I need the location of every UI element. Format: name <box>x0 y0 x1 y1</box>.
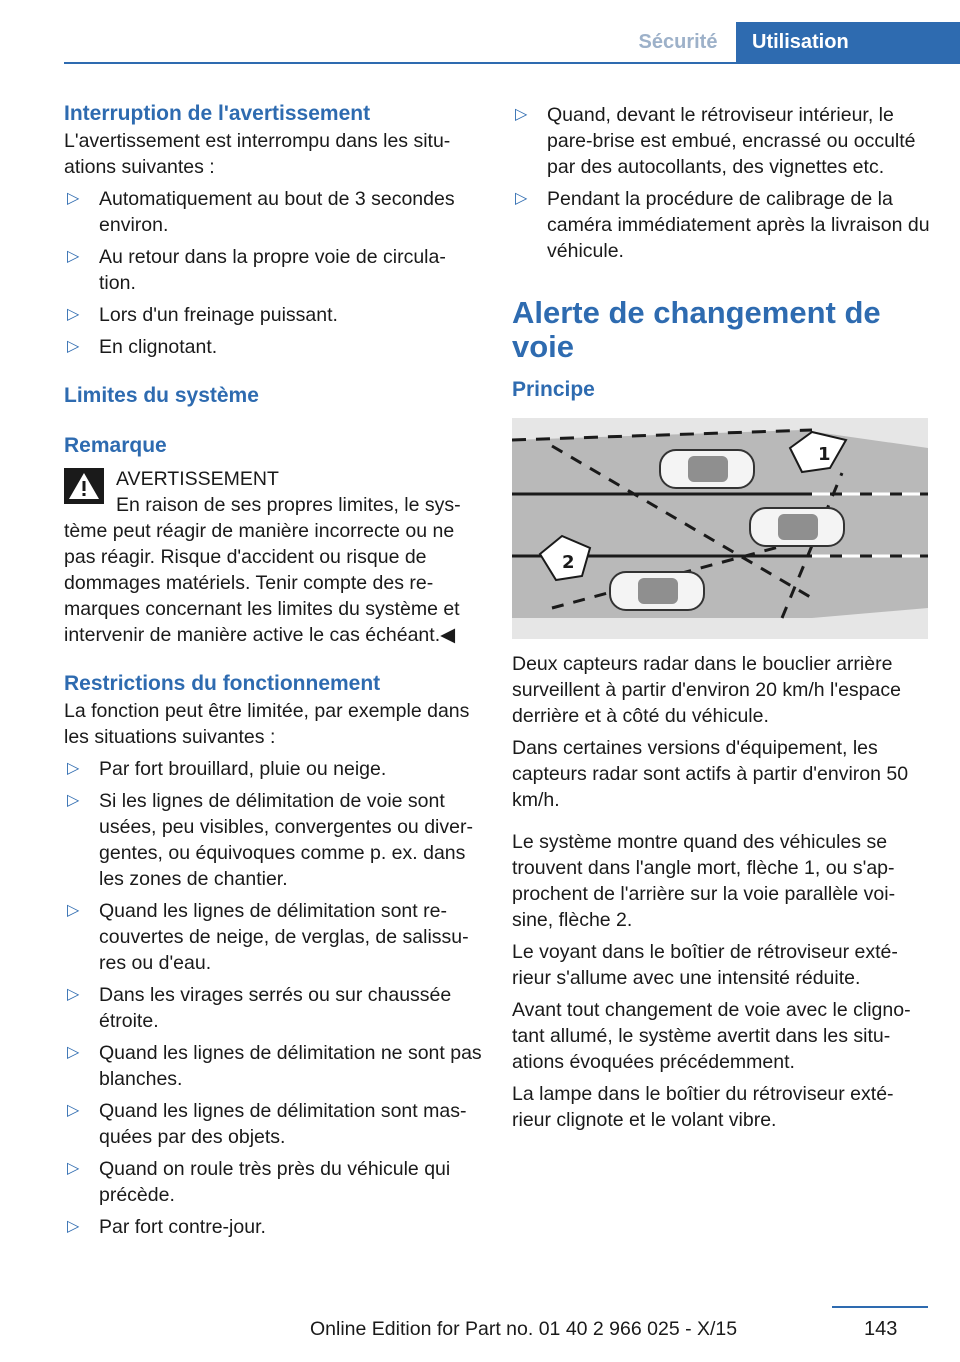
car-bottom <box>610 572 704 610</box>
list-item: ▷ Pendant la procédure de calibrage de la caméra immédiatement après la livraison du véhicule. <box>515 188 930 262</box>
header-tab-section[interactable]: Sécurité <box>638 31 718 53</box>
warning-text: tème peut réagir de manière incorrecte ou ne pas réagir. Risque d'accident ou risque de dommages matériels. Tenir compte des re-marques concernant les limites du système et intervenir de manière active le cas échéant.◀ <box>64 520 460 646</box>
paragraph-restrictions: La fonction peut être limitée, par exemple dans les situations suivantes : <box>64 700 470 748</box>
heading-remarque: Remarque <box>64 434 167 457</box>
list-item: ▷ Dans les virages serrés ou sur chaussée étroite. <box>67 984 452 1032</box>
page-number: 143 <box>864 1318 898 1340</box>
car-top <box>660 450 754 488</box>
arrow-2-label: 2 <box>562 552 575 573</box>
list-item: ▷ Quand les lignes de délimitation sont re-couvertes de neige, de verglas, de salissu-res ou d'eau. <box>67 900 469 974</box>
header-rule <box>64 62 960 64</box>
road-diagram <box>512 418 928 639</box>
triangle-bullet-icon: ▷ <box>67 248 80 265</box>
paragraph-4: Le voyant dans le boîtier de rétroviseur exté-rieur s'allume avec une intensité réduite. <box>512 941 898 989</box>
car-middle <box>750 508 844 546</box>
triangle-bullet-icon: ▷ <box>67 190 80 207</box>
footer-edition: Online Edition for Part no. 01 40 2 966 025 - X/15 <box>310 1318 738 1340</box>
left-column <box>64 100 482 1240</box>
list-restrictions <box>64 756 482 1240</box>
list-item: ▷ Quand les lignes de délimitation sont mas-quées par des objets. <box>67 1100 467 1148</box>
triangle-bullet-icon: ▷ <box>67 1160 80 1177</box>
list-item: ▷ Automatiquement au bout de 3 secondes environ. <box>67 188 455 236</box>
warning-icon <box>64 468 104 504</box>
warning-block <box>64 466 482 648</box>
list-item: ▷ Lors d'un freinage puissant. <box>67 304 338 326</box>
triangle-bullet-icon: ▷ <box>67 902 80 919</box>
paragraph-3: Le système montre quand des véhicules se trouvent dans l'angle mort, flèche 1, ou s'ap-prochent de l'arrière sur la voie parallèle voi-sine, flèche 2. <box>512 831 896 931</box>
heading-limites: Limites du système <box>64 384 259 407</box>
warning-title: AVERTISSEMENT <box>116 468 279 490</box>
list-item: ▷ Quand, devant le rétroviseur intérieur, le pare-brise est embué, encrassé ou occulté par des autocollants, des vignettes etc. <box>515 104 916 178</box>
list-item: ▷ En clignotant. <box>67 336 218 358</box>
list-item: ▷ Par fort brouillard, pluie ou neige. <box>67 758 387 780</box>
lane-change-figure <box>512 418 928 639</box>
paragraph-1: Deux capteurs radar dans le bouclier arrière surveillent à partir d'environ 20 km/h l'espace derrière et à côté du véhicule. <box>512 653 901 727</box>
triangle-bullet-icon: ▷ <box>515 190 528 207</box>
arrow-1-label: 1 <box>818 444 831 465</box>
heading-alerte: Alerte de changement de voie <box>512 295 881 364</box>
heading-interruption: Interruption de l'avertissement <box>64 102 371 125</box>
triangle-bullet-icon: ▷ <box>67 1102 80 1119</box>
heading-principe: Principe <box>512 378 595 401</box>
paragraph-2: Dans certaines versions d'équipement, les capteurs radar sont actifs à partir d'environ 50 km/h. <box>512 737 909 811</box>
triangle-bullet-icon: ▷ <box>67 306 80 323</box>
triangle-bullet-icon: ▷ <box>67 760 80 777</box>
paragraph-5: Avant tout changement de voie avec le cligno-tant allumé, le système avertit dans les situ-ations évoquées précédemment. <box>512 999 911 1073</box>
footer-rule <box>832 1306 928 1308</box>
list-item: ▷ Si les lignes de délimitation de voie sont usées, peu visibles, convergentes ou diver-gentes, ou équivoques comme p. ex. dans les zones de chantier. <box>67 790 473 890</box>
list-item: ▷ Au retour dans la propre voie de circula-tion. <box>67 246 446 294</box>
list-item: ▷ Quand les lignes de délimitation ne sont pas blanches. <box>67 1042 482 1090</box>
list-item: ▷ Quand on roule très près du véhicule qui précède. <box>67 1158 451 1206</box>
right-column <box>512 102 930 1133</box>
header-tab-active[interactable]: Utilisation <box>736 22 960 63</box>
triangle-bullet-icon: ▷ <box>67 792 80 809</box>
triangle-bullet-icon: ▷ <box>67 338 80 355</box>
list-item: ▷ Par fort contre-jour. <box>67 1216 266 1238</box>
triangle-bullet-icon: ▷ <box>67 986 80 1003</box>
list-interruption <box>64 186 482 360</box>
paragraph-interruption: L'avertissement est interrompu dans les situ-ations suivantes : <box>64 130 451 178</box>
triangle-bullet-icon: ▷ <box>515 106 528 123</box>
warning-text-first-line: En raison de ses propres limites, le sys- <box>116 494 461 516</box>
list-continued <box>512 102 930 264</box>
triangle-bullet-icon: ▷ <box>67 1044 80 1061</box>
triangle-bullet-icon: ▷ <box>67 1218 80 1235</box>
paragraph-6: La lampe dans le boîtier du rétroviseur exté-rieur clignote et le volant vibre. <box>512 1083 894 1131</box>
heading-restrictions: Restrictions du fonctionnement <box>64 672 381 695</box>
